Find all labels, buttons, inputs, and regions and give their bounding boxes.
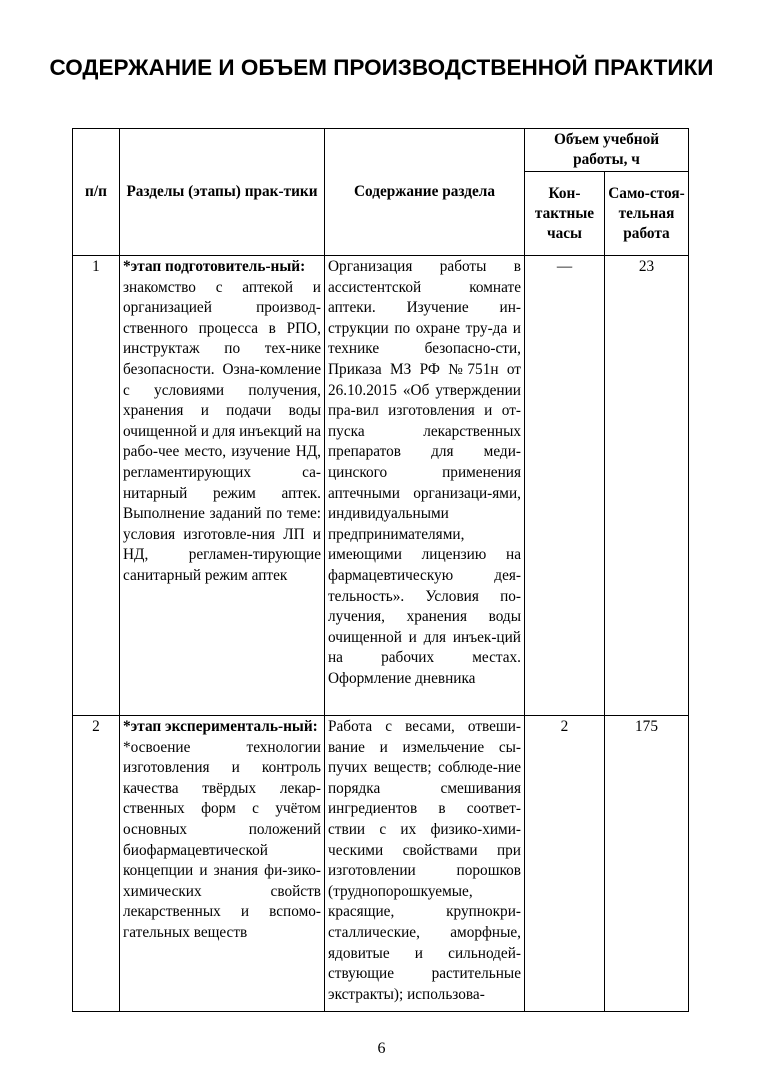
header-independent-work: Само-стоя-тельная работа (605, 172, 689, 256)
table-row (73, 716, 689, 1012)
content-cell: Организация работы в ассистентской комнате аптеки. Изучение ин-струкции по охране тру-да и технике безопасно-сти, Приказа МЗ РФ №751н от 26.10.2015 «Об утверждении пра-вил изготовления и от-пуска лекарственных препаратов для меди-цинского применения аптечными организаци-ями, индивидуальными предпринимателями, имеющими лицензию на фармацевтическую дея-тельность». Условия по-лучения, хранения воды очищенной и для инъек-ций на рабочих местах. Оформление дневника (325, 256, 525, 716)
section-text: *освоение технологии изготовления и контроль качества твёрдых лекар-ственных форм с учётом основных положений биофармацевтической концепции и знания фи-зико-химических свойств лекарственных и вспомо-гательных веществ (123, 738, 321, 941)
header-volume: Объем учебной работы, ч (525, 129, 689, 172)
header-sections: Разделы (этапы) прак-тики (120, 129, 325, 256)
section-cell (120, 256, 325, 716)
stage-title: *этап эксперименталь-ный: (123, 718, 318, 735)
page-title: СОДЕРЖАНИЕ И ОБЪЕМ ПРОИЗВОДСТВЕННОЙ ПРАКТИКИ (49, 55, 714, 80)
independent-work-cell: 175 (605, 716, 689, 1012)
content-cell: Работа с весами, отвеши-вание и измельчение сы-пучих веществ; соблюде-ние порядка смешивания ингредиентов в соответ-ствии с их физико-хими-ческими свойствами при изготовлении порошков (труднопорошкуемые, красящие, крупнокри-сталлические, аморфные, ядовитые и сильнодей-ствующие растительные экстракты); использова- (325, 716, 525, 1012)
header-num: п/п (73, 129, 120, 256)
header-contact-hours: Кон-тактные часы (525, 172, 605, 256)
stage-title: *этап подготовитель-ный: (123, 258, 306, 275)
row-number: 1 (73, 256, 120, 716)
independent-work-cell: 23 (605, 256, 689, 716)
header-content: Содержание раздела (325, 129, 525, 256)
table-row (73, 256, 689, 716)
contact-hours-cell: — (525, 256, 605, 716)
practice-table (72, 128, 689, 1012)
section-text: знакомство с аптекой и организацией производ-ственного процесса в РПО, инструктаж по тех-нике безопасности. Озна-комление с условиями получения, хранения и подачи воды очищенной и для инъекций на рабо-чее место, изучение НД, регламентирующих са-нитарный режим аптек. Выполнение заданий по теме: условия изготовле-ния ЛП и НД, регламен-тирующие санитарный режим аптек (123, 278, 321, 584)
section-cell (120, 716, 325, 1012)
page-number: 6 (377, 1040, 386, 1057)
row-number: 2 (73, 716, 120, 1012)
contact-hours-cell: 2 (525, 716, 605, 1012)
